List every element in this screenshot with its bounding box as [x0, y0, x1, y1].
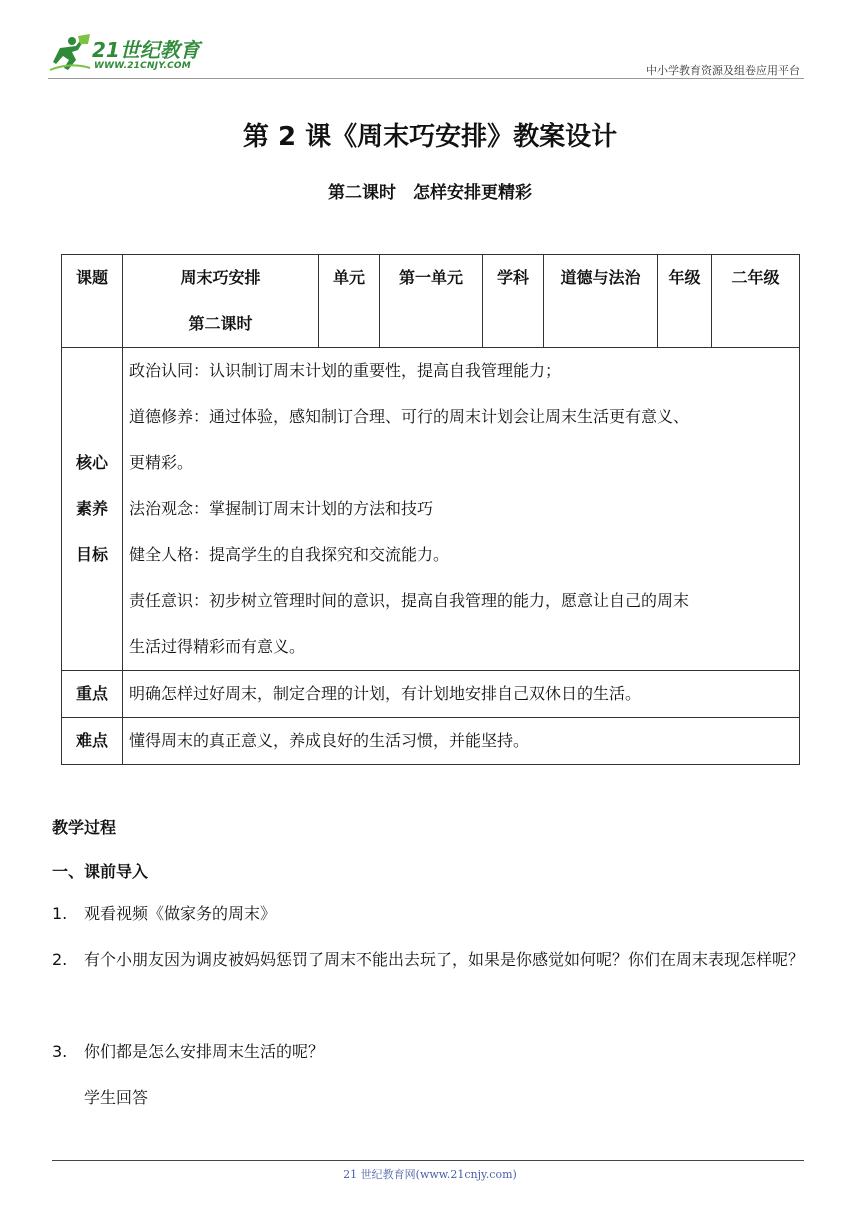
unit-header: 单元 — [319, 255, 380, 348]
list-number: 1. — [52, 904, 68, 923]
list-number: 2. — [52, 950, 68, 969]
process-heading: 教学过程 — [52, 818, 117, 837]
platform-name: 中小学教育资源及组卷应用平台 — [646, 64, 800, 77]
difficulty-label: 难点 — [62, 718, 123, 765]
topic-value — [123, 255, 319, 348]
logo — [48, 34, 218, 78]
section-heading: 一、课前导入 — [52, 862, 149, 881]
subject-value: 道德与法治 — [544, 255, 658, 348]
goal-line: 法治观念：掌握制订周末计划的方法和技巧 — [129, 499, 434, 518]
header-divider — [48, 78, 804, 79]
runner-logo-icon — [48, 34, 92, 74]
topic-header: 课题 — [62, 255, 123, 348]
goal-line: 道德修养：通过体验，感知制订合理、可行的周末计划会让周末生活更有意义、 — [129, 407, 690, 426]
table-row — [62, 718, 800, 765]
topic-line: 第二课时 — [188, 314, 253, 333]
core-goals-text — [123, 348, 800, 671]
label-line: 目标 — [75, 545, 108, 564]
page-header — [48, 34, 804, 80]
difficulty-text: 懂得周末的真正意义，养成良好的生活习惯，并能坚持。 — [123, 718, 800, 765]
list-item — [52, 937, 812, 1029]
key-point-text: 明确怎样过好周末，制定合理的计划，有计划地安排自己双休日的生活。 — [123, 671, 800, 718]
list-text: 你们都是怎么安排周末生活的呢？ — [84, 1042, 325, 1061]
footer-text: 21 世纪教育网(www.21cnjy.com) — [343, 1168, 517, 1181]
key-point-label: 重点 — [62, 671, 123, 718]
list-item — [52, 891, 812, 937]
label-line: 核心 — [75, 453, 108, 472]
grade-value: 二年级 — [712, 255, 800, 348]
footer-divider — [52, 1160, 804, 1161]
list-number: 3. — [52, 1042, 68, 1061]
list-text: 观看视频《做家务的周末》 — [84, 904, 277, 923]
table-row — [62, 348, 800, 671]
lesson-plan-table — [61, 254, 800, 765]
logo-url: WWW.21CNJY.COM — [94, 61, 191, 71]
grade-header: 年级 — [658, 255, 712, 348]
logo-text: 21世纪教育 — [92, 38, 200, 62]
table-row — [62, 255, 800, 348]
unit-value: 第一单元 — [380, 255, 483, 348]
table-row — [62, 671, 800, 718]
student-answer: 学生回答 — [84, 1088, 149, 1107]
goal-line: 健全人格：提高学生的自我探究和交流能力。 — [129, 545, 450, 564]
label-line: 素养 — [75, 499, 108, 518]
subject-header: 学科 — [483, 255, 544, 348]
goal-line: 责任意识：初步树立管理时间的意识，提高自我管理的能力，愿意让自己的周末 — [129, 591, 690, 610]
core-goals-label — [62, 348, 123, 671]
goal-line: 生活过得精彩而有意义。 — [129, 637, 306, 656]
document-subtitle: 第二课时 怎样安排更精彩 — [328, 183, 532, 203]
goal-line: 更精彩。 — [129, 453, 194, 472]
topic-line: 周末巧安排 — [180, 268, 261, 287]
list-text: 有个小朋友因为调皮被妈妈惩罚了周末不能出去玩了，如果是你感觉如何呢？你们在周末表现怎样呢？ — [84, 950, 805, 969]
list-item — [52, 1029, 812, 1075]
goal-line: 政治认同：认识制订周末计划的重要性，提高自我管理能力； — [129, 361, 562, 380]
document-title: 第 2 课《周末巧安排》教案设计 — [242, 122, 618, 152]
